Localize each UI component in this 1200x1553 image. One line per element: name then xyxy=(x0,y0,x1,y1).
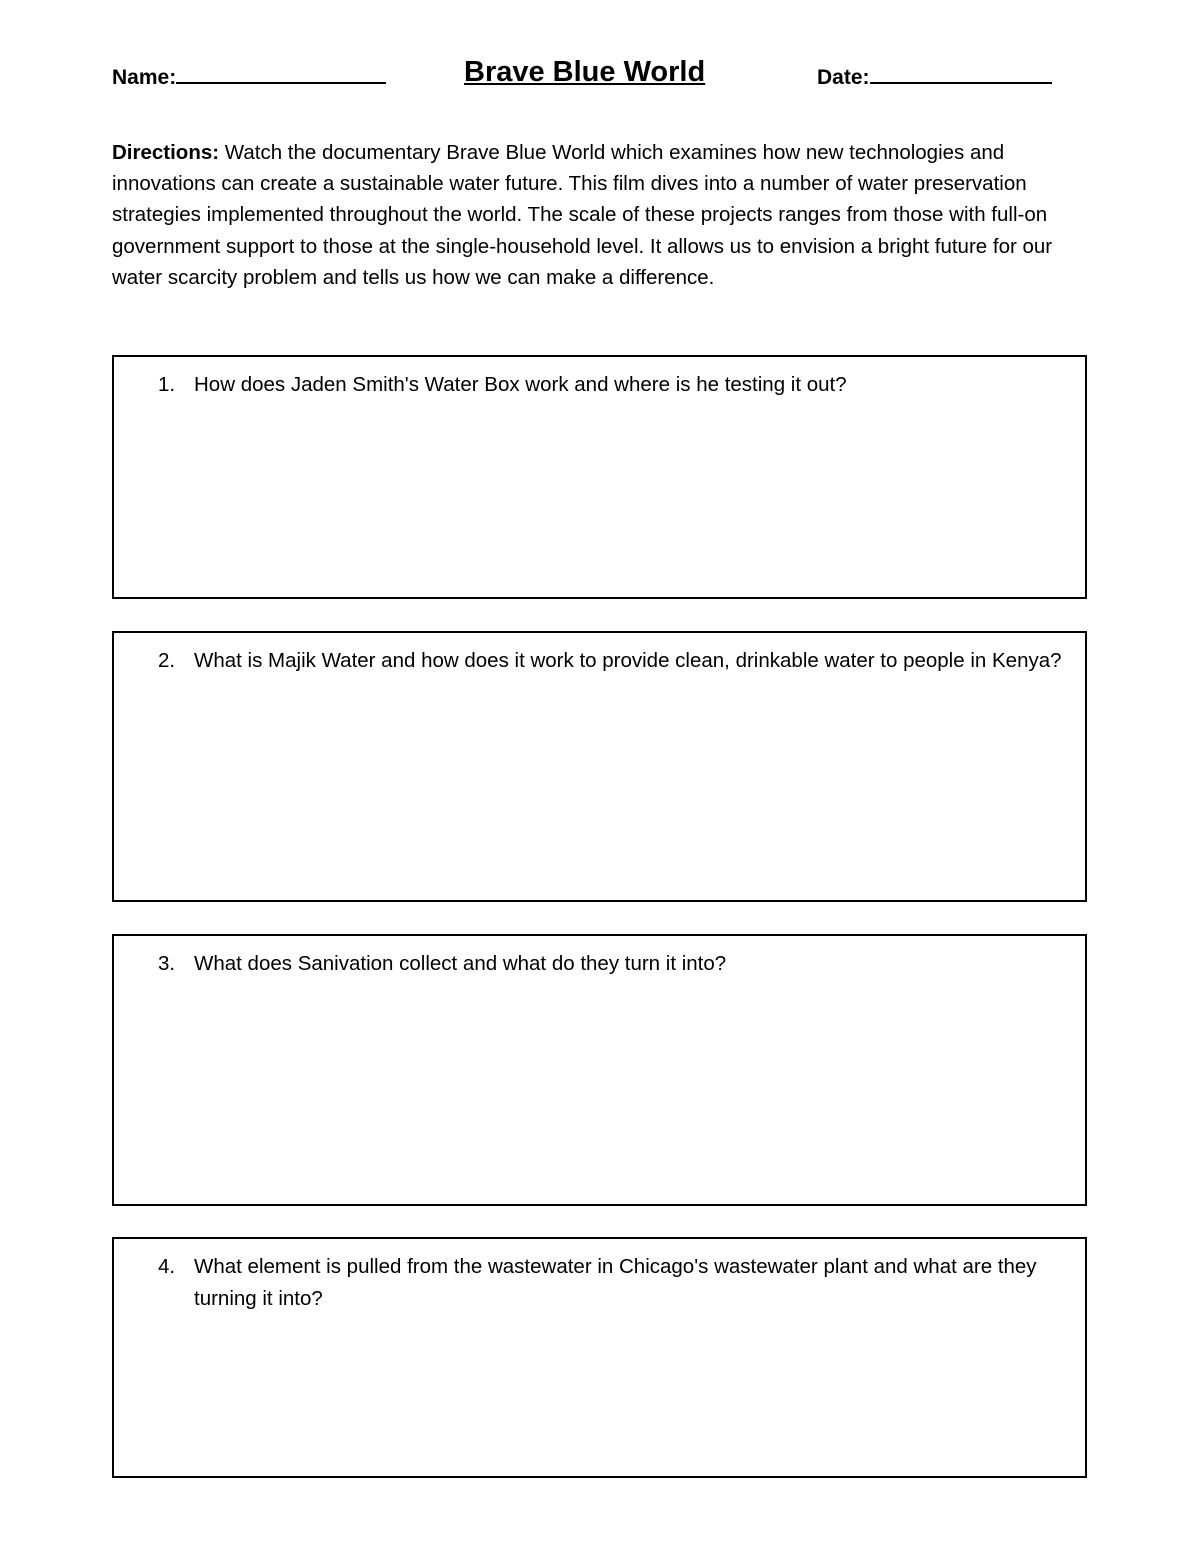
question-number: 3. xyxy=(158,952,176,975)
question-text: What element is pulled from the wastewater in Chicago's wastewater plant and what are they turning it into? xyxy=(194,1255,1037,1310)
question-number: 4. xyxy=(158,1255,176,1278)
date-blank-line xyxy=(870,64,1052,84)
question-text: How does Jaden Smith's Water Box work and where is he testing it out? xyxy=(194,373,847,396)
directions-label: Directions: xyxy=(112,141,220,164)
name-field xyxy=(112,64,386,90)
name-blank-line xyxy=(176,64,386,84)
question-box-2 xyxy=(112,631,1087,902)
question-text: What is Majik Water and how does it work to provide clean, drinkable water to people in Kenya? xyxy=(194,649,1062,672)
name-label: Name: xyxy=(112,66,177,89)
worksheet-header xyxy=(112,56,1092,96)
question-box-1 xyxy=(112,355,1087,599)
date-field xyxy=(817,64,1052,90)
question-box-4 xyxy=(112,1237,1087,1478)
page-title: Brave Blue World xyxy=(464,56,706,88)
question-number: 1. xyxy=(158,373,176,396)
question-text: What does Sanivation collect and what do they turn it into? xyxy=(194,952,727,975)
question-number: 2. xyxy=(158,649,176,672)
directions-text: Watch the documentary Brave Blue World which examines how new technologies and innovations can create a sustainable water future. This film dives into a number of water preservation strategies implemented throughout the world. The scale of these projects ranges from those with full-on government support to those at the single-household level. It allows us to envision a bright future for our water scarcity problem and tells us how we can make a difference. xyxy=(112,141,1053,289)
date-label: Date: xyxy=(817,66,870,89)
question-box-3 xyxy=(112,934,1087,1206)
directions-paragraph xyxy=(112,137,1097,293)
